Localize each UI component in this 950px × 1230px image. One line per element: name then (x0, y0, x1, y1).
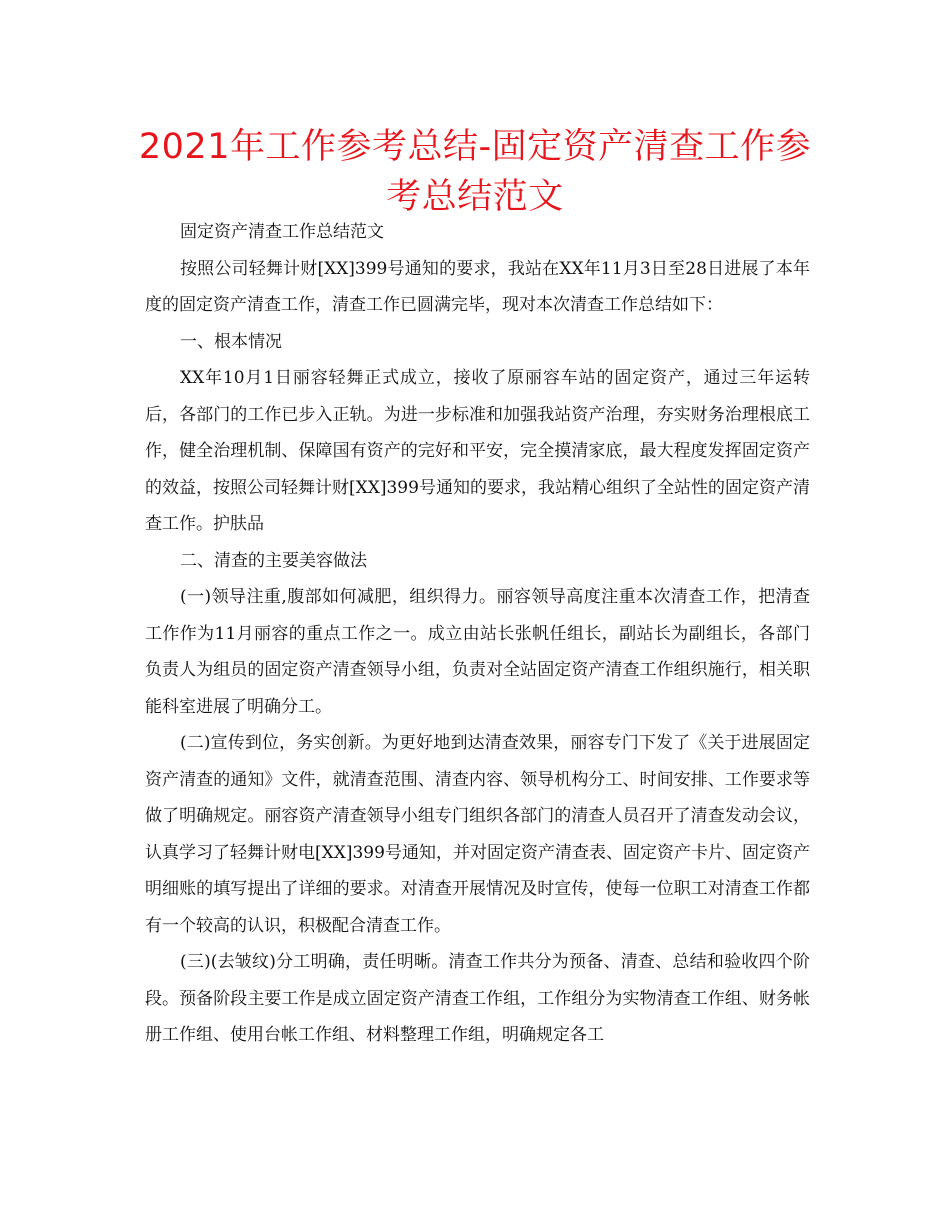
section-heading-basic: 一、根本情况 (180, 331, 282, 352)
paragraph-basic-situation: XX年10月1日丽容轻舞正式成立，接收了原丽容车站的固定资产，通过三年运转后，各部门的工作已步入正轨。为进一步标准和加强我站资产治理，夯实财务治理根底工作，健全治理机制、保障国有资产的完好和平安，完全摸清家底，最大程度发挥固定资产的效益，按照公司轻舞计财[XX]399号通知的要求，我站精心组织了全站性的固定资产清查工作。护肤品 (145, 368, 810, 534)
section-heading-methods: 二、清查的主要美容做法 (180, 550, 367, 571)
paragraph-method-3: (三)(去皱纹)分工明确，责任明晰。清查工作共分为预备、清查、总结和验收四个阶段。预备阶段主要工作是成立固定资产清查工作组，工作组分为实物清查工作组、财务帐册工作组、使用台帐工作组、材料整理工作组，明确规定各工 (145, 952, 810, 1045)
document-body (145, 214, 810, 1054)
paragraph-intro: 按照公司轻舞计财[XX]399号通知的要求，我站在XX年11月3日至28日进展了本年度的固定资产清查工作，清查工作已圆满完毕，现对本次清查工作总结如下： (145, 258, 810, 315)
paragraph-subtitle: 固定资产清查工作总结范文 (180, 222, 384, 242)
paragraph-method-1: (一)领导注重,腹部如何减肥，组织得力。丽容领导高度注重本次清查工作，把清查工作作为11月丽容的重点工作之一。成立由站长张帆任组长，副站长为副组长，各部门负责人为组员的固定资产清查领导小组，负责对全站固定资产清查工作组织施行，相关职能科室进展了明确分工。 (145, 587, 810, 717)
paragraph-method-2: (二)宣传到位，务实创新。为更好地到达清查效果，丽容专门下发了《关于进展固定资产清查的通知》文件，就清查范围、清查内容、领导机构分工、时间安排、工作要求等做了明确规定。丽容资产清查领导小组专门组织各部门的清查人员召开了清查发动会议，认真学习了轻舞计财电[XX]399号通知，并对固定资产清查表、固定资产卡片、固定资产明细账的填写提出了详细的要求。对清查开展情况及时宣传，使每一位职工对清查工作都有一个较高的认识，积极配合清查工作。 (145, 733, 810, 936)
document-title: 2021年工作参考总结-固定资产清查工作参考总结范文 (138, 127, 812, 217)
